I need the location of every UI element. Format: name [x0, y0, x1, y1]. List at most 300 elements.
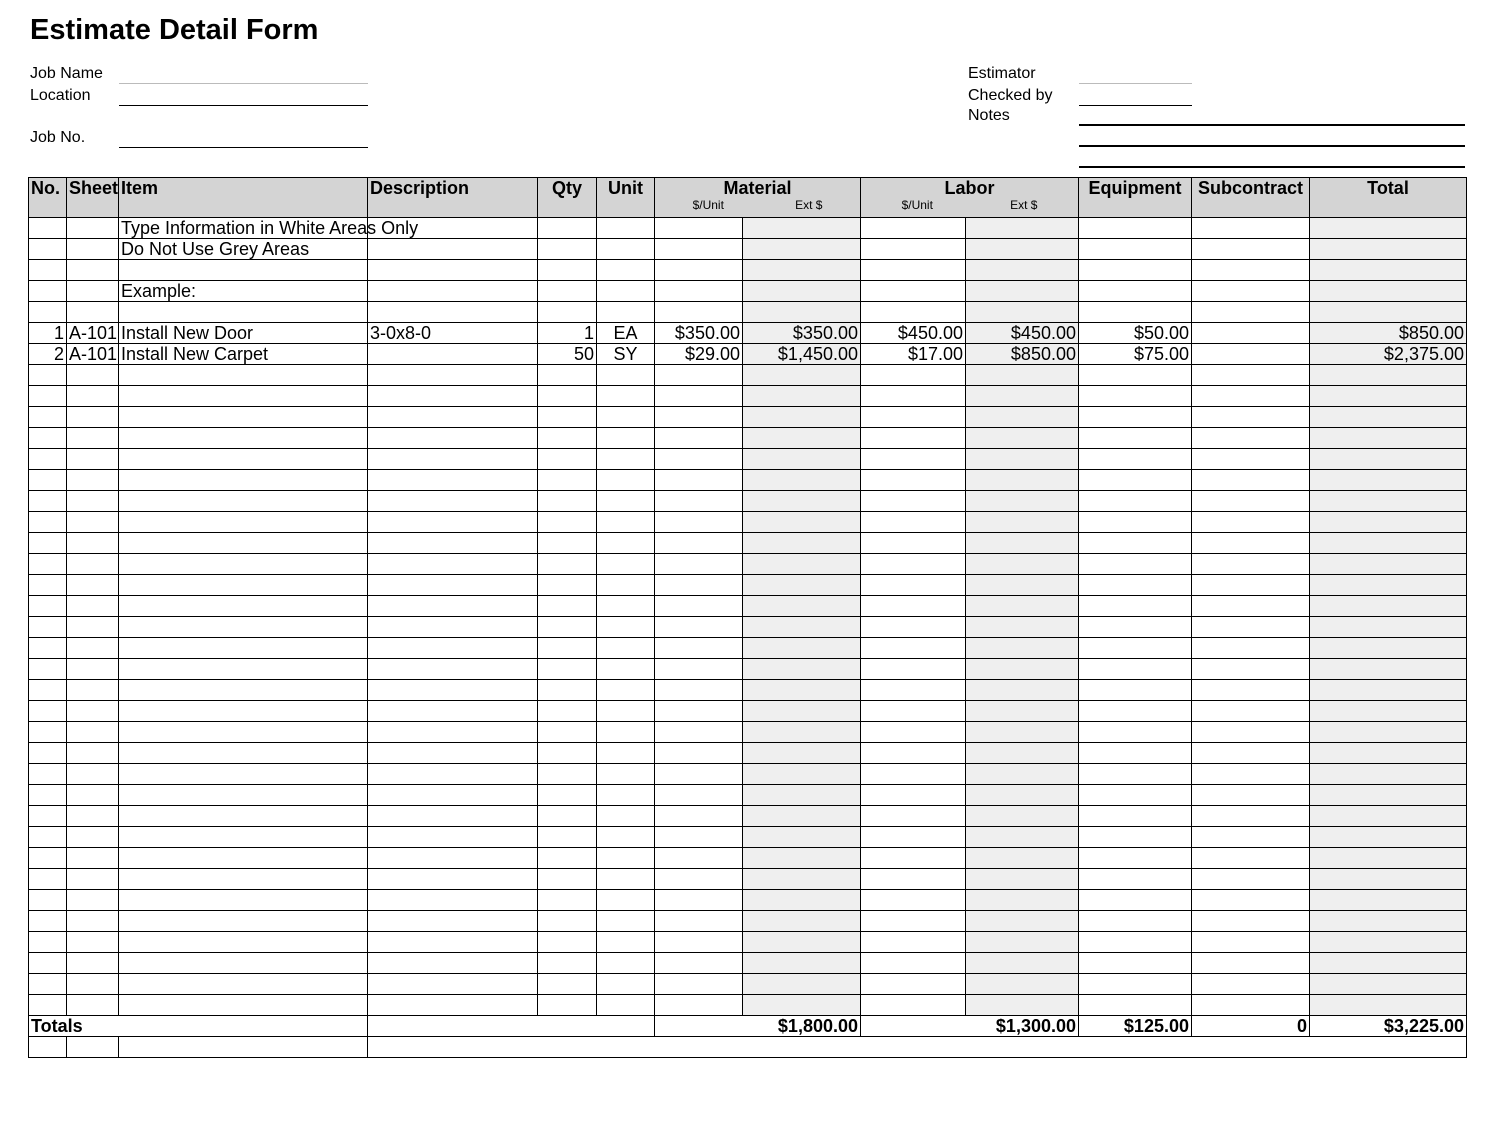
row-description[interactable]	[368, 344, 538, 365]
cell[interactable]	[119, 932, 368, 953]
cell[interactable]	[1192, 806, 1310, 827]
cell[interactable]	[119, 449, 368, 470]
cell[interactable]	[1079, 428, 1192, 449]
cell[interactable]	[861, 932, 966, 953]
cell[interactable]	[119, 848, 368, 869]
cell[interactable]	[597, 365, 655, 386]
cell[interactable]	[861, 365, 966, 386]
cell[interactable]	[655, 869, 743, 890]
cell[interactable]	[67, 554, 119, 575]
cell[interactable]	[1192, 554, 1310, 575]
cell[interactable]	[861, 491, 966, 512]
cell[interactable]	[29, 575, 67, 596]
cell[interactable]	[861, 869, 966, 890]
cell[interactable]	[368, 407, 538, 428]
cell[interactable]	[538, 995, 597, 1016]
cell[interactable]	[538, 680, 597, 701]
cell[interactable]	[597, 617, 655, 638]
cell[interactable]	[538, 890, 597, 911]
cell[interactable]	[538, 491, 597, 512]
cell[interactable]	[368, 512, 538, 533]
cell[interactable]	[1192, 449, 1310, 470]
row-subcontract[interactable]	[1192, 323, 1310, 344]
cell[interactable]	[29, 260, 67, 281]
cell[interactable]	[655, 428, 743, 449]
cell[interactable]	[1079, 596, 1192, 617]
cell[interactable]	[597, 638, 655, 659]
cell[interactable]	[597, 911, 655, 932]
cell[interactable]	[67, 470, 119, 491]
cell[interactable]	[368, 638, 538, 659]
cell[interactable]	[597, 953, 655, 974]
cell[interactable]	[538, 764, 597, 785]
cell[interactable]	[368, 428, 538, 449]
instruction-white-areas[interactable]: Type Information in White Areas Only	[119, 218, 368, 239]
cell[interactable]	[861, 911, 966, 932]
cell[interactable]	[1079, 785, 1192, 806]
cell[interactable]	[368, 722, 538, 743]
cell[interactable]	[67, 428, 119, 449]
cell[interactable]	[538, 848, 597, 869]
cell[interactable]	[538, 218, 597, 239]
cell[interactable]	[1079, 239, 1192, 260]
cell[interactable]	[861, 743, 966, 764]
cell[interactable]	[67, 764, 119, 785]
cell[interactable]	[538, 554, 597, 575]
cell[interactable]	[368, 680, 538, 701]
cell[interactable]	[368, 806, 538, 827]
cell[interactable]	[538, 953, 597, 974]
cell[interactable]	[1192, 722, 1310, 743]
cell[interactable]	[67, 911, 119, 932]
cell[interactable]	[655, 617, 743, 638]
cell[interactable]	[1079, 365, 1192, 386]
cell[interactable]	[1079, 764, 1192, 785]
cell[interactable]	[67, 701, 119, 722]
cell[interactable]	[1192, 743, 1310, 764]
cell[interactable]	[597, 533, 655, 554]
cell[interactable]	[1192, 218, 1310, 239]
cell[interactable]	[655, 911, 743, 932]
cell[interactable]	[655, 995, 743, 1016]
cell[interactable]	[368, 491, 538, 512]
cell[interactable]	[29, 407, 67, 428]
cell[interactable]	[67, 806, 119, 827]
cell[interactable]	[861, 407, 966, 428]
cell[interactable]	[29, 848, 67, 869]
cell[interactable]	[655, 953, 743, 974]
cell[interactable]	[29, 512, 67, 533]
cell[interactable]	[119, 260, 368, 281]
cell[interactable]	[67, 260, 119, 281]
cell[interactable]	[29, 680, 67, 701]
cell[interactable]	[29, 365, 67, 386]
cell[interactable]	[597, 554, 655, 575]
cell[interactable]	[597, 302, 655, 323]
cell[interactable]	[538, 449, 597, 470]
row-item[interactable]: Install New Door	[119, 323, 368, 344]
cell[interactable]	[1192, 953, 1310, 974]
cell[interactable]	[67, 407, 119, 428]
cell[interactable]	[1192, 260, 1310, 281]
cell[interactable]	[67, 239, 119, 260]
row-sheet[interactable]: A-101	[67, 323, 119, 344]
cell[interactable]	[597, 428, 655, 449]
cell[interactable]	[119, 386, 368, 407]
cell[interactable]	[538, 470, 597, 491]
cell[interactable]	[1192, 827, 1310, 848]
cell[interactable]	[1192, 617, 1310, 638]
cell[interactable]	[597, 239, 655, 260]
cell[interactable]	[368, 911, 538, 932]
cell[interactable]	[538, 743, 597, 764]
cell[interactable]	[861, 722, 966, 743]
cell[interactable]	[655, 680, 743, 701]
cell[interactable]	[29, 785, 67, 806]
cell[interactable]	[368, 890, 538, 911]
cell[interactable]	[29, 491, 67, 512]
cell[interactable]	[1079, 848, 1192, 869]
cell[interactable]	[861, 680, 966, 701]
cell[interactable]	[119, 911, 368, 932]
cell[interactable]	[29, 911, 67, 932]
row-labor-unit[interactable]: $450.00	[861, 323, 966, 344]
cell[interactable]	[67, 365, 119, 386]
cell[interactable]	[368, 596, 538, 617]
cell[interactable]	[67, 722, 119, 743]
cell[interactable]	[861, 701, 966, 722]
cell[interactable]	[29, 533, 67, 554]
cell[interactable]	[67, 533, 119, 554]
cell[interactable]	[655, 932, 743, 953]
cell[interactable]	[29, 449, 67, 470]
row-description[interactable]: 3-0x8-0	[368, 323, 538, 344]
cell[interactable]	[597, 281, 655, 302]
cell[interactable]	[861, 260, 966, 281]
cell[interactable]	[119, 533, 368, 554]
cell[interactable]	[119, 701, 368, 722]
cell[interactable]	[119, 575, 368, 596]
cell[interactable]	[1192, 848, 1310, 869]
cell[interactable]	[1192, 869, 1310, 890]
cell[interactable]	[538, 428, 597, 449]
cell[interactable]	[1192, 596, 1310, 617]
cell[interactable]	[368, 974, 538, 995]
cell[interactable]	[538, 575, 597, 596]
cell[interactable]	[1192, 428, 1310, 449]
cell[interactable]	[368, 827, 538, 848]
row-material-unit[interactable]: $350.00	[655, 323, 743, 344]
cell[interactable]	[655, 407, 743, 428]
cell[interactable]	[655, 659, 743, 680]
cell[interactable]	[655, 890, 743, 911]
cell[interactable]	[861, 617, 966, 638]
cell[interactable]	[597, 932, 655, 953]
cell[interactable]	[29, 596, 67, 617]
cell[interactable]	[1192, 365, 1310, 386]
cell[interactable]	[368, 281, 538, 302]
cell[interactable]	[1192, 470, 1310, 491]
cell[interactable]	[1079, 701, 1192, 722]
cell[interactable]	[597, 596, 655, 617]
notes-line-3[interactable]	[1079, 166, 1465, 168]
cell[interactable]	[1079, 512, 1192, 533]
cell[interactable]	[1079, 722, 1192, 743]
cell[interactable]	[67, 302, 119, 323]
cell[interactable]	[597, 260, 655, 281]
cell[interactable]	[861, 806, 966, 827]
example-label[interactable]: Example:	[119, 281, 368, 302]
cell[interactable]	[655, 365, 743, 386]
cell[interactable]	[597, 995, 655, 1016]
cell[interactable]	[119, 491, 368, 512]
cell[interactable]	[1079, 470, 1192, 491]
cell[interactable]	[67, 785, 119, 806]
cell[interactable]	[368, 365, 538, 386]
cell[interactable]	[861, 512, 966, 533]
cell[interactable]	[861, 974, 966, 995]
cell[interactable]	[29, 470, 67, 491]
cell[interactable]	[1079, 680, 1192, 701]
cell[interactable]	[119, 407, 368, 428]
cell[interactable]	[1079, 869, 1192, 890]
cell[interactable]	[368, 617, 538, 638]
cell[interactable]	[67, 617, 119, 638]
cell[interactable]	[119, 470, 368, 491]
cell[interactable]	[67, 974, 119, 995]
cell[interactable]	[861, 428, 966, 449]
row-no[interactable]: 2	[29, 344, 67, 365]
cell[interactable]	[29, 890, 67, 911]
cell[interactable]	[1192, 680, 1310, 701]
cell[interactable]	[597, 680, 655, 701]
cell[interactable]	[368, 302, 538, 323]
cell[interactable]	[29, 827, 67, 848]
cell[interactable]	[29, 281, 67, 302]
cell[interactable]	[538, 239, 597, 260]
cell[interactable]	[67, 512, 119, 533]
cell[interactable]	[1192, 491, 1310, 512]
notes-line-2[interactable]	[1079, 145, 1465, 147]
footer-cell[interactable]	[368, 1037, 1467, 1058]
cell[interactable]	[1079, 575, 1192, 596]
cell[interactable]	[1079, 302, 1192, 323]
cell[interactable]	[1079, 995, 1192, 1016]
cell[interactable]	[119, 827, 368, 848]
footer-cell[interactable]	[119, 1037, 368, 1058]
cell[interactable]	[67, 638, 119, 659]
cell[interactable]	[368, 470, 538, 491]
job-no-field[interactable]	[119, 147, 368, 148]
cell[interactable]	[1079, 827, 1192, 848]
cell[interactable]	[861, 533, 966, 554]
cell[interactable]	[538, 533, 597, 554]
cell[interactable]	[29, 386, 67, 407]
cell[interactable]	[1192, 638, 1310, 659]
row-subcontract[interactable]	[1192, 344, 1310, 365]
cell[interactable]	[368, 869, 538, 890]
cell[interactable]	[67, 281, 119, 302]
cell[interactable]	[29, 554, 67, 575]
cell[interactable]	[597, 890, 655, 911]
cell[interactable]	[1079, 449, 1192, 470]
cell[interactable]	[597, 743, 655, 764]
cell[interactable]	[119, 869, 368, 890]
cell[interactable]	[119, 554, 368, 575]
cell[interactable]	[1079, 911, 1192, 932]
cell[interactable]	[67, 596, 119, 617]
cell[interactable]	[1079, 743, 1192, 764]
cell[interactable]	[29, 701, 67, 722]
cell[interactable]	[597, 722, 655, 743]
cell[interactable]	[67, 449, 119, 470]
cell[interactable]	[119, 890, 368, 911]
estimator-field[interactable]	[1079, 83, 1192, 84]
cell[interactable]	[119, 428, 368, 449]
cell[interactable]	[368, 218, 538, 239]
cell[interactable]	[538, 659, 597, 680]
cell[interactable]	[1192, 407, 1310, 428]
row-equipment[interactable]: $75.00	[1079, 344, 1192, 365]
cell[interactable]	[1079, 386, 1192, 407]
cell[interactable]	[861, 890, 966, 911]
cell[interactable]	[1192, 533, 1310, 554]
cell[interactable]	[1192, 764, 1310, 785]
cell[interactable]	[1192, 932, 1310, 953]
cell[interactable]	[119, 659, 368, 680]
cell[interactable]	[368, 659, 538, 680]
cell[interactable]	[538, 638, 597, 659]
cell[interactable]	[655, 596, 743, 617]
cell[interactable]	[597, 575, 655, 596]
cell[interactable]	[538, 260, 597, 281]
row-labor-unit[interactable]: $17.00	[861, 344, 966, 365]
cell[interactable]	[119, 806, 368, 827]
cell[interactable]	[29, 743, 67, 764]
cell[interactable]	[1192, 785, 1310, 806]
row-qty[interactable]: 1	[538, 323, 597, 344]
cell[interactable]	[368, 575, 538, 596]
cell[interactable]	[655, 701, 743, 722]
cell[interactable]	[1079, 491, 1192, 512]
cell[interactable]	[67, 869, 119, 890]
cell[interactable]	[368, 932, 538, 953]
cell[interactable]	[67, 218, 119, 239]
cell[interactable]	[1192, 281, 1310, 302]
cell[interactable]	[655, 449, 743, 470]
cell[interactable]	[368, 743, 538, 764]
cell[interactable]	[538, 869, 597, 890]
footer-cell[interactable]	[29, 1037, 67, 1058]
instruction-grey-areas[interactable]: Do Not Use Grey Areas	[119, 239, 368, 260]
cell[interactable]	[597, 407, 655, 428]
row-material-unit[interactable]: $29.00	[655, 344, 743, 365]
cell[interactable]	[1079, 638, 1192, 659]
cell[interactable]	[597, 470, 655, 491]
cell[interactable]	[655, 806, 743, 827]
cell[interactable]	[119, 680, 368, 701]
cell[interactable]	[1079, 659, 1192, 680]
cell[interactable]	[368, 701, 538, 722]
cell[interactable]	[67, 827, 119, 848]
cell[interactable]	[1192, 890, 1310, 911]
row-unit[interactable]: EA	[597, 323, 655, 344]
cell[interactable]	[1192, 995, 1310, 1016]
cell[interactable]	[67, 995, 119, 1016]
cell[interactable]	[67, 848, 119, 869]
cell[interactable]	[29, 995, 67, 1016]
cell[interactable]	[861, 785, 966, 806]
cell[interactable]	[861, 596, 966, 617]
cell[interactable]	[538, 407, 597, 428]
cell[interactable]	[368, 764, 538, 785]
cell[interactable]	[655, 764, 743, 785]
cell[interactable]	[538, 302, 597, 323]
cell[interactable]	[861, 449, 966, 470]
cell[interactable]	[29, 932, 67, 953]
cell[interactable]	[597, 848, 655, 869]
cell[interactable]	[597, 659, 655, 680]
cell[interactable]	[655, 575, 743, 596]
cell[interactable]	[538, 785, 597, 806]
cell[interactable]	[119, 995, 368, 1016]
cell[interactable]	[861, 386, 966, 407]
cell[interactable]	[655, 785, 743, 806]
cell[interactable]	[1079, 218, 1192, 239]
cell[interactable]	[861, 827, 966, 848]
cell[interactable]	[29, 218, 67, 239]
cell[interactable]	[119, 617, 368, 638]
cell[interactable]	[655, 722, 743, 743]
cell[interactable]	[538, 365, 597, 386]
cell[interactable]	[1192, 575, 1310, 596]
cell[interactable]	[655, 512, 743, 533]
cell[interactable]	[29, 239, 67, 260]
cell[interactable]	[597, 218, 655, 239]
cell[interactable]	[655, 743, 743, 764]
cell[interactable]	[1192, 974, 1310, 995]
cell[interactable]	[538, 806, 597, 827]
cell[interactable]	[29, 659, 67, 680]
footer-cell[interactable]	[67, 1037, 119, 1058]
cell[interactable]	[1079, 533, 1192, 554]
cell[interactable]	[368, 449, 538, 470]
cell[interactable]	[861, 218, 966, 239]
cell[interactable]	[67, 932, 119, 953]
cell[interactable]	[67, 953, 119, 974]
cell[interactable]	[1079, 407, 1192, 428]
cell[interactable]	[655, 302, 743, 323]
cell[interactable]	[861, 302, 966, 323]
cell[interactable]	[597, 701, 655, 722]
cell[interactable]	[29, 617, 67, 638]
cell[interactable]	[538, 701, 597, 722]
cell[interactable]	[67, 491, 119, 512]
cell[interactable]	[538, 722, 597, 743]
cell[interactable]	[368, 848, 538, 869]
cell[interactable]	[655, 974, 743, 995]
cell[interactable]	[368, 995, 538, 1016]
cell[interactable]	[655, 218, 743, 239]
cell[interactable]	[538, 512, 597, 533]
cell[interactable]	[368, 239, 538, 260]
cell[interactable]	[119, 974, 368, 995]
cell[interactable]	[861, 995, 966, 1016]
cell[interactable]	[119, 302, 368, 323]
cell[interactable]	[597, 386, 655, 407]
cell[interactable]	[119, 638, 368, 659]
cell[interactable]	[861, 281, 966, 302]
